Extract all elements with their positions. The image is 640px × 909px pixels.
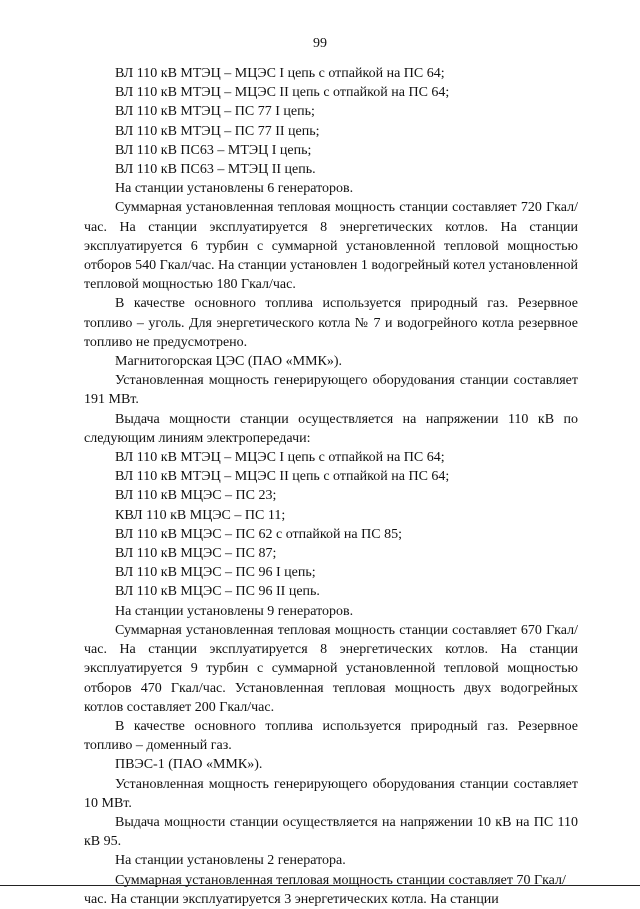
paragraph: Выдача мощности станции осуществляется на напряжении 110 кВ по следующим линиям электропередачи: <box>84 411 578 446</box>
paragraph: ВЛ 110 кВ МТЭЦ – ПС 77 II цепь; <box>115 123 320 139</box>
paragraph: ВЛ 110 кВ МЦЭС – ПС 96 II цепь. <box>115 584 320 600</box>
paragraph: ВЛ 110 кВ ПС63 – МТЭЦ II цепь. <box>115 162 316 178</box>
paragraph: Установленная мощность генерирующего оборудования станции составляет 10 МВт. <box>84 776 578 811</box>
paragraph: Суммарная установленная тепловая мощность станции составляет 670 Гкал/час. На станции эксплуатируется 8 энергетических котлов. На станции эксплуатируется 9 турбин с суммарной установленной тепловой мощностью отборов 470 Гкал/час. Установленная тепловая мощность двух водогрейных котлов составляет 200 Гкал/час. <box>84 622 578 715</box>
paragraph: ВЛ 110 кВ ПС63 – МТЭЦ I цепь; <box>115 142 312 158</box>
paragraph: Магнитогорская ЦЭС (ПАО «ММК»). <box>115 354 343 370</box>
paragraph: ВЛ 110 кВ МТЭЦ – МЦЭС II цепь с отпайкой на ПС 64; <box>115 469 450 485</box>
document-body <box>84 64 578 909</box>
paragraph: Суммарная установленная тепловая мощность станции составляет 70 Гкал/час. На станции эксплуатируется 3 энергетических котла. На станции <box>84 872 566 907</box>
paragraph: ВЛ 110 кВ МТЭЦ – МЦЭС II цепь с отпайкой на ПС 64; <box>115 85 450 101</box>
paragraph: На станции установлены 2 генератора. <box>115 853 346 869</box>
paragraph: Суммарная установленная тепловая мощность станции составляет 720 Гкал/час. На станции эксплуатируется 8 энергетических котлов. На станции эксплуатируется 6 турбин с суммарной установленной тепловой мощностью отборов 540 Гкал/час. На станции установлен 1 водогрейный котел установленной тепловой мощностью 180 Гкал/час. <box>84 200 578 293</box>
paragraph: КВЛ 110 кВ МЦЭС – ПС 11; <box>115 507 286 523</box>
paragraph: На станции установлены 9 генераторов. <box>115 603 354 619</box>
paragraph: Установленная мощность генерирующего оборудования станции составляет 191 МВт. <box>84 373 578 408</box>
page-number: 99 <box>313 36 327 51</box>
paragraph: ВЛ 110 кВ МТЭЦ – МЦЭС I цепь с отпайкой на ПС 64; <box>115 450 445 466</box>
paragraph: ВЛ 110 кВ МТЭЦ – МЦЭС I цепь с отпайкой на ПС 64; <box>115 66 445 81</box>
paragraph: ВЛ 110 кВ МЦЭС – ПС 96 I цепь; <box>115 565 316 581</box>
paragraph: ВЛ 110 кВ МЦЭС – ПС 62 с отпайкой на ПС 85; <box>115 526 402 542</box>
paragraph: Выдача мощности станции осуществляется на напряжении 10 кВ на ПС 110 кВ 95. <box>84 814 578 850</box>
paragraph: ВЛ 110 кВ МЦЭС – ПС 87; <box>115 546 277 562</box>
paragraph: На станции установлены 6 генераторов. <box>115 181 354 197</box>
footer-rule <box>0 885 640 886</box>
paragraph: В качестве основного топлива используется природный газ. Резервное топливо – доменный газ. <box>84 718 578 754</box>
paragraph: В качестве основного топлива используется природный газ. Резервное топливо – уголь. Для энергетического котла № 7 и водогрейного котла резервное топливо не предусмотрено. <box>84 296 578 350</box>
paragraph: ПВЭС-1 (ПАО «ММК»). <box>115 757 263 773</box>
paragraph: ВЛ 110 кВ МЦЭС – ПС 23; <box>115 488 277 504</box>
paragraph: ВЛ 110 кВ МТЭЦ – ПС 77 I цепь; <box>115 104 315 120</box>
